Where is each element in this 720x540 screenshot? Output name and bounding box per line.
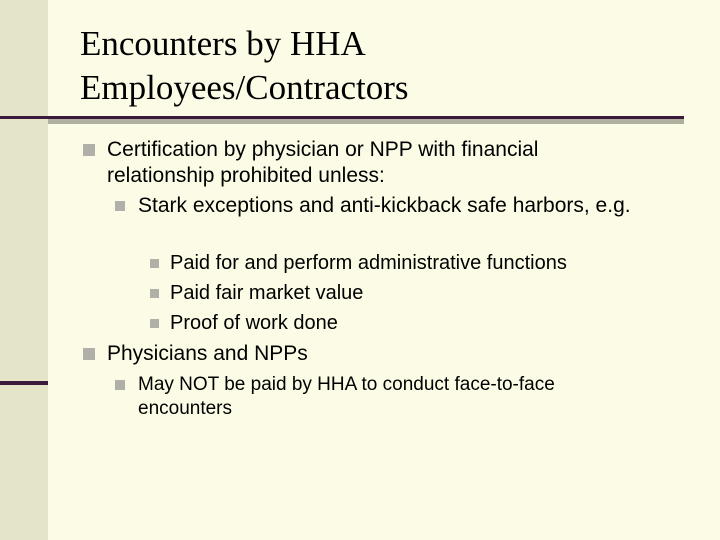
sidebar-accent-mark [0, 381, 48, 385]
bullet-stark-exceptions: Stark exceptions and anti-kickback safe harbors, e.g. [138, 194, 631, 217]
bullet-fair-market-value: Paid fair market value [170, 282, 364, 304]
bullet-square-icon [83, 144, 95, 156]
bullet-square-icon [115, 201, 125, 211]
bullet-may-not-be-paid: May NOT be paid by HHA to conduct face-to-face encounters [138, 374, 555, 419]
bullet-square-icon [83, 348, 95, 360]
left-sidebar-band [0, 0, 48, 540]
bullet-square-icon [115, 380, 125, 390]
slide-title [80, 22, 409, 110]
bullet-square-icon [150, 289, 159, 298]
bullet-square-icon [150, 259, 159, 268]
bullet-physicians-npps: Physicians and NPPs [107, 342, 308, 365]
title-line-2: Employees/Contractors [80, 68, 409, 107]
bullet-proof-of-work: Proof of work done [170, 312, 338, 334]
title-divider-shadow [48, 119, 684, 124]
bullet-square-icon [150, 319, 159, 328]
title-line-1: Encounters by HHA [80, 24, 366, 63]
bullet-certification: Certification by physician or NPP with financial relationship prohibited unless: [107, 138, 539, 187]
bullet-administrative-functions: Paid for and perform administrative functions [170, 252, 567, 274]
